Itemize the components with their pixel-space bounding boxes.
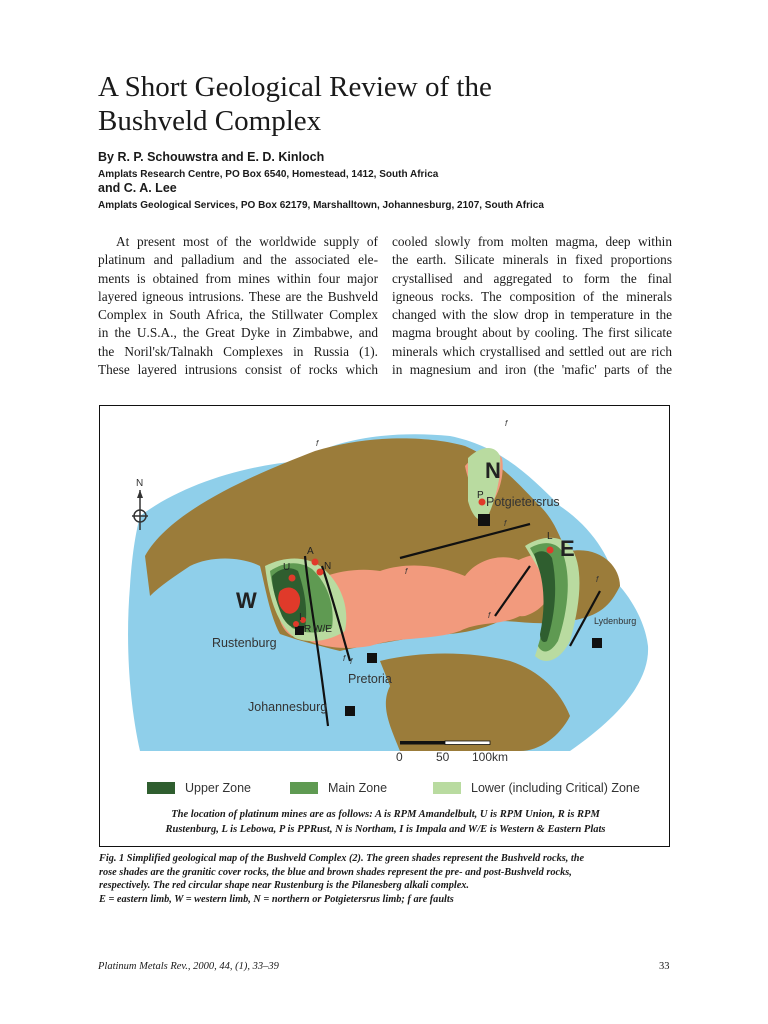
caption-line-1: Fig. 1 Simplified geological map of the Bushveld Complex (2). The green shades represent the Bushveld rocks, the: [99, 853, 585, 864]
col1-line: platinum and palladium and the associated ele-: [98, 252, 378, 268]
mine-marker-l: [547, 547, 554, 554]
col2-line: the earth. Silicate minerals in fixed proportions: [392, 252, 672, 268]
caption-line-2: rose shades are the granitic cover rocks, the blue and brown shades represent the pre- and post-Bushveld rocks,: [99, 866, 572, 878]
potgietersrus-marker: [478, 514, 490, 526]
legend-upper-zone: [147, 781, 251, 795]
compass-label: N: [136, 478, 144, 489]
fault-label: f: [488, 611, 491, 620]
legend-label-main: Main Zone: [328, 781, 388, 795]
johannesburg-marker: [345, 706, 355, 716]
mine-label-n: N: [324, 561, 332, 572]
col2-line: crystallised and aggregated to form the final: [392, 270, 672, 286]
pretoria-marker: [367, 653, 377, 663]
fault-label: f: [505, 419, 508, 428]
caption-line-4: E = eastern limb, W = western limb, N = northern or Potgietersrus limb; f are faults: [99, 893, 454, 905]
authors-primary: By R. P. Schouwstra and E. D. Kinloch: [98, 150, 325, 164]
col1-line: These layered intrusions consist of rocks which: [98, 362, 378, 378]
fault-label: f: [504, 519, 507, 528]
journal-citation: Platinum Metals Rev., 2000, 44, (1), 33–39: [98, 961, 279, 972]
mine-marker-a: [312, 559, 319, 566]
town-label-lydenburg: Lydenburg: [594, 616, 637, 626]
town-label-potgietersrus: Potgietersrus: [486, 495, 560, 509]
fault-label: f: [343, 654, 346, 663]
body-column-2: [392, 233, 672, 379]
col2-line: minerals which crystallised and settled out are rich: [392, 343, 672, 359]
geological-map: [100, 406, 669, 776]
authors-secondary: and C. A. Lee: [98, 181, 177, 195]
fault-label: f: [405, 567, 408, 576]
lydenburg-marker: [592, 638, 602, 648]
col2-line: changed with the slow drop in temperature in the: [392, 307, 672, 323]
mine-label-i: I: [299, 612, 302, 623]
mine-marker-n: [317, 569, 324, 576]
town-label-rustenburg: Rustenburg: [212, 636, 277, 650]
mine-note-line-1: The location of platinum mines are as follows: A is RPM Amandelbult, U is RPM Union, R is RPM: [171, 809, 600, 820]
page-number: 33: [659, 961, 670, 972]
town-label-johannesburg: Johannesburg: [248, 700, 328, 714]
mine-label-u: U: [283, 562, 291, 573]
mine-label-a: A: [307, 546, 314, 557]
col2-line: igneous rocks. The composition of the minerals: [392, 288, 672, 304]
col1-line: layered igneous intrusions. These are the Bushveld: [98, 288, 378, 304]
legend-swatch-upper: [147, 782, 175, 794]
mine-location-note: [120, 807, 651, 837]
col1-line: Complex in South Africa, the Stillwater Complex: [98, 307, 378, 323]
body-column-1: [98, 233, 378, 379]
col1-line: the Noril'sk/Talnakh Complexes in Russia (1).: [98, 343, 378, 359]
col2-line: cooled slowly from molten magma, deep within: [392, 234, 672, 249]
fault-label: f: [316, 439, 319, 448]
legend-swatch-main: [290, 782, 318, 794]
col2-line: magma brought about by cooling. The first silicate: [392, 325, 672, 341]
scale-label-50: 50: [436, 750, 450, 764]
fault-label: f: [350, 657, 353, 666]
affiliation-primary: Amplats Research Centre, PO Box 6540, Homestead, 1412, South Africa: [98, 169, 439, 180]
mine-note-line-2: Rustenburg, L is Lebowa, P is PPRust, N is Northam, I is Impala and W/E is Western & Eastern Plats: [165, 824, 606, 835]
town-label-pretoria: Pretoria: [348, 672, 392, 686]
col1-line: ments is obtained from mines within four major: [98, 270, 378, 286]
rustenburg-marker: [295, 626, 304, 635]
col1-line: At present most of the worldwide supply of: [116, 234, 378, 249]
legend-label-upper: Upper Zone: [185, 781, 252, 795]
mine-label-l: L: [547, 531, 553, 542]
mine-label-p: P: [477, 490, 484, 501]
title-line-1: A Short Geological Review of the: [98, 71, 492, 103]
figure-caption: [99, 852, 679, 906]
title-line-2: Bushveld Complex: [98, 105, 322, 137]
scale-label-100: 100km: [472, 750, 509, 764]
mine-label-we: W/E: [313, 624, 332, 635]
col2-line: in magnesium and iron (the 'mafic' parts of the: [392, 362, 672, 378]
fault-label: f: [596, 575, 599, 584]
legend-swatch-lower: [433, 782, 461, 794]
mine-label-r: R: [304, 624, 312, 635]
legend-main-zone: [290, 781, 387, 795]
limb-label-north: N: [485, 458, 501, 483]
figure-geological-map: [99, 405, 670, 847]
article-title: [98, 70, 698, 138]
mine-marker-u: [289, 575, 296, 582]
affiliation-secondary: Amplats Geological Services, PO Box 62179, Marshalltown, Johannesburg, 2107, South Africa: [98, 200, 544, 211]
col1-line: in the U.S.A., the Great Dyke in Zimbabwe, and: [98, 325, 378, 341]
limb-label-east: E: [560, 536, 575, 561]
limb-label-west: W: [236, 588, 257, 613]
legend-lower-zone: [433, 781, 640, 795]
legend-label-lower: Lower (including Critical) Zone: [471, 781, 640, 795]
caption-line-3: respectively. The red circular shape near Rustenburg is the Pilanesberg alkali complex.: [99, 880, 470, 892]
scale-bar: [400, 741, 490, 745]
scale-label-0: 0: [396, 750, 403, 764]
